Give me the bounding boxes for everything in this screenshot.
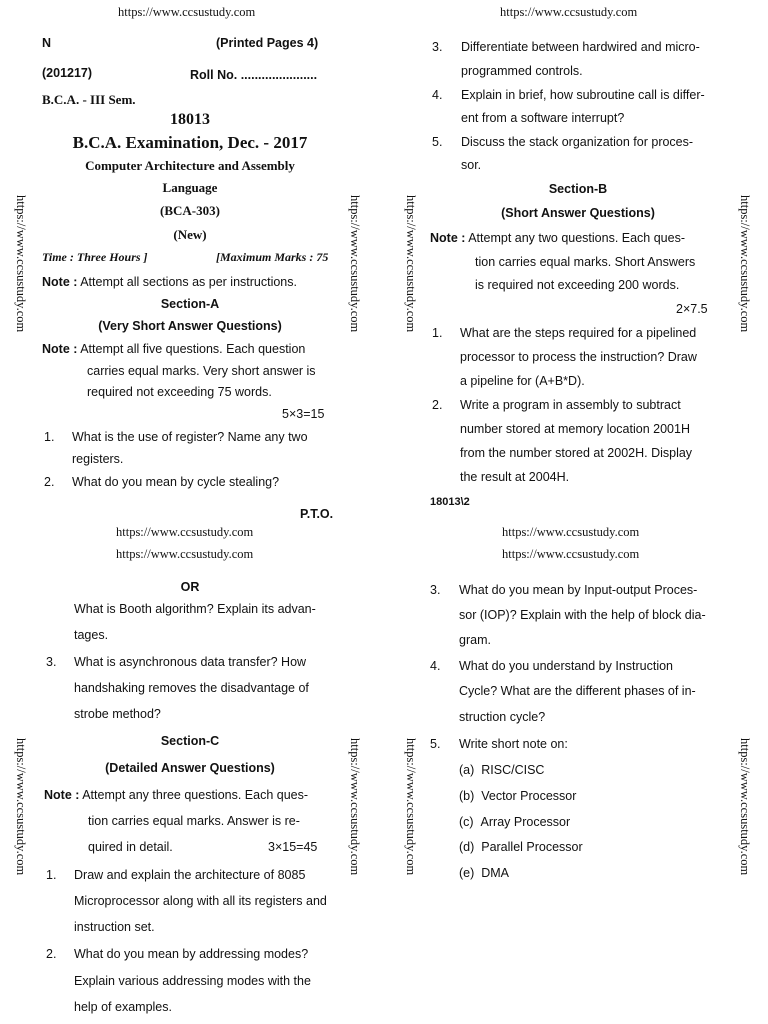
note-text: Attempt all sections as per instructions. (80, 275, 297, 289)
subject-line-2: Language (162, 180, 218, 195)
section-c-note-line-1 (44, 788, 308, 802)
watermark-vertical-6: https://www.ccsustudy.com (348, 738, 362, 876)
section-c-title: Section-C (160, 734, 220, 748)
section-a-title: Section-A (160, 297, 220, 311)
watermark-url-mid-right-2: https://www.ccsustudy.com (502, 547, 640, 561)
watermark-vertical-5: https://www.ccsustudy.com (14, 738, 28, 876)
short-note-text: DMA (481, 866, 510, 880)
section-c-q1-line-3: instruction set. (74, 920, 155, 934)
short-note-text: Array Processor (480, 815, 571, 829)
watermark-vertical-4: https://www.ccsustudy.com (738, 195, 752, 333)
watermark-vertical-2: https://www.ccsustudy.com (348, 195, 362, 333)
section-c-note-text-1: Attempt any three questions. Each ques- (82, 788, 309, 802)
page2-q3-number: 3. (432, 40, 443, 54)
course: B.C.A. - III Sem. (42, 92, 136, 107)
section-c-q2-line-1: What do you mean by addressing modes? (74, 947, 309, 961)
watermark-vertical-8: https://www.ccsustudy.com (738, 738, 752, 876)
or-question-line-1: What is Booth algorithm? Explain its advan- (74, 602, 316, 616)
page4-q3-line-2: sor (IOP)? Explain with the help of block dia- (459, 608, 706, 622)
section-c-note-line-2: tion carries equal marks. Answer is re- (88, 814, 300, 828)
page4-q4-number: 4. (430, 659, 441, 673)
section-c-note-line-3: quired in detail. (88, 840, 173, 854)
section-b-note-line-2: tion carries equal marks. Short Answers (475, 255, 696, 269)
page2-footer: 18013\2 (430, 496, 470, 508)
section-a-note-line-2: carries equal marks. Very short answer is (87, 364, 316, 378)
section-b-note-label: Note : (430, 231, 466, 245)
section-b-note-text-1: Attempt any two questions. Each ques- (468, 231, 686, 245)
section-b-q2-line-3: from the number stored at 2002H. Display (460, 446, 693, 460)
section-b-subtitle: (Short Answer Questions) (501, 206, 655, 220)
page2-q4-line-1: Explain in brief, how subroutine call is differ- (461, 88, 705, 102)
page4-q4-line-3: struction cycle? (459, 710, 546, 724)
page4-q5-line-1: Write short note on: (459, 737, 568, 751)
max-marks: [Maximum Marks : 75 (216, 250, 329, 264)
section-a-note-line-3: required not exceeding 75 words. (87, 385, 272, 399)
page4-q4-line-1: What do you understand by Instruction (459, 659, 674, 673)
section-c-q2-line-3: help of examples. (74, 1000, 172, 1014)
section-c-q1-number: 1. (46, 868, 57, 882)
section-b-q2-number: 2. (432, 398, 443, 412)
section-a-note-text-1: Attempt all five questions. Each question (80, 342, 306, 356)
paper-number: 18013 (170, 111, 210, 128)
note-label: Note : (42, 275, 78, 289)
watermark-url-mid-left-1: https://www.ccsustudy.com (116, 525, 254, 539)
section-b-q1-line-3: a pipeline for (A+B*D). (460, 374, 585, 388)
section-c-marks: 3×15=45 (268, 840, 318, 854)
printed-pages: (Printed Pages 4) (216, 36, 319, 50)
section-a-note-line-1 (42, 342, 305, 356)
pto: P.T.O. (300, 507, 334, 521)
watermark-url-top-right: https://www.ccsustudy.com (500, 5, 638, 19)
page3-q3-number: 3. (46, 655, 57, 669)
short-note-label: (e) (459, 866, 475, 880)
scheme: (New) (173, 227, 207, 242)
section-a-note-label: Note : (42, 342, 78, 356)
section-b-q1-number: 1. (432, 326, 443, 340)
section-a-subtitle: (Very Short Answer Questions) (98, 319, 282, 333)
or-question-line-2: tages. (74, 628, 109, 642)
section-b-marks: 2×7.5 (676, 302, 708, 316)
roll-no: Roll No. ...................... (190, 68, 318, 82)
section-b-q1-line-1: What are the steps required for a pipelined (460, 326, 697, 340)
general-note (42, 275, 297, 289)
short-note-item-e (459, 866, 509, 880)
section-c-subtitle: (Detailed Answer Questions) (105, 761, 275, 775)
section-a-q2-line-1: What do you mean by cycle stealing? (72, 475, 280, 489)
section-b-q2-line-4: the result at 2004H. (460, 470, 570, 484)
page4-q3-number: 3. (430, 583, 441, 597)
section-b-title: Section-B (548, 182, 608, 196)
short-note-item-b (459, 789, 576, 803)
short-note-label: (b) (459, 789, 475, 803)
watermark-url-mid-right-1: https://www.ccsustudy.com (502, 525, 640, 539)
page4-q3-line-1: What do you mean by Input-output Proces- (459, 583, 698, 597)
page2-q5-line-2: sor. (461, 158, 482, 172)
short-note-item-c (459, 815, 570, 829)
page2-q4-number: 4. (432, 88, 443, 102)
section-a-q1-line-1: What is the use of register? Name any two (72, 430, 308, 444)
section-c-q1-line-1: Draw and explain the architecture of 8085 (74, 868, 306, 882)
short-note-label: (d) (459, 840, 475, 854)
page2-q5-line-1: Discuss the stack organization for proces- (461, 135, 694, 149)
watermark-vertical-1: https://www.ccsustudy.com (14, 195, 28, 333)
watermark-url-mid-left-2: https://www.ccsustudy.com (116, 547, 254, 561)
page3-q3-line-2: handshaking removes the disadvantage of (74, 681, 309, 695)
watermark-vertical-3: https://www.ccsustudy.com (404, 195, 418, 333)
page4-q4-line-2: Cycle? What are the different phases of in- (459, 684, 696, 698)
section-b-q2-line-1: Write a program in assembly to subtract (460, 398, 681, 412)
section-b-q2-line-2: number stored at memory location 2001H (460, 422, 690, 436)
page4-q5-number: 5. (430, 737, 441, 751)
page2-q3-line-2: programmed controls. (461, 64, 583, 78)
paper-code: (BCA-303) (160, 203, 220, 218)
exam-code: (201217) (42, 66, 93, 80)
page2-q4-line-2: ent from a software interrupt? (461, 111, 625, 125)
section-c-q2-line-2: Explain various addressing modes with the (74, 974, 311, 988)
section-b-note-line-3: is required not exceeding 200 words. (475, 278, 680, 292)
short-note-item-a (459, 763, 544, 777)
watermark-url-top-left: https://www.ccsustudy.com (118, 5, 256, 19)
section-b-q1-line-2: processor to process the instruction? Draw (460, 350, 697, 364)
page2-q3-line-1: Differentiate between hardwired and micro- (461, 40, 700, 54)
page3-q3-line-3: strobe method? (74, 707, 161, 721)
section-c-q2-number: 2. (46, 947, 57, 961)
time: Time : Three Hours ] (42, 250, 148, 264)
page4-q3-line-3: gram. (459, 633, 491, 647)
short-note-item-d (459, 840, 583, 854)
page3-q3-line-1: What is asynchronous data transfer? How (74, 655, 307, 669)
short-note-text: RISC/CISC (481, 763, 545, 777)
short-note-label: (c) (459, 815, 474, 829)
exam-title: B.C.A. Examination, Dec. - 2017 (72, 133, 308, 152)
section-a-q1-line-2: registers. (72, 452, 124, 466)
watermark-vertical-7: https://www.ccsustudy.com (404, 738, 418, 876)
short-note-label: (a) (459, 763, 475, 777)
page2-q5-number: 5. (432, 135, 443, 149)
short-note-text: Vector Processor (481, 789, 577, 803)
series-letter: N (42, 36, 52, 50)
section-b-note-line-1 (430, 231, 685, 245)
section-c-note-label: Note : (44, 788, 80, 802)
section-c-q1-line-2: Microprocessor along with all its registers and (74, 894, 327, 908)
subject-line-1: Computer Architecture and Assembly (85, 158, 295, 173)
section-a-marks: 5×3=15 (282, 407, 325, 421)
short-note-text: Parallel Processor (481, 840, 583, 854)
or-label: OR (180, 580, 200, 594)
section-a-q1-number: 1. (44, 430, 55, 444)
section-a-q2-number: 2. (44, 475, 55, 489)
